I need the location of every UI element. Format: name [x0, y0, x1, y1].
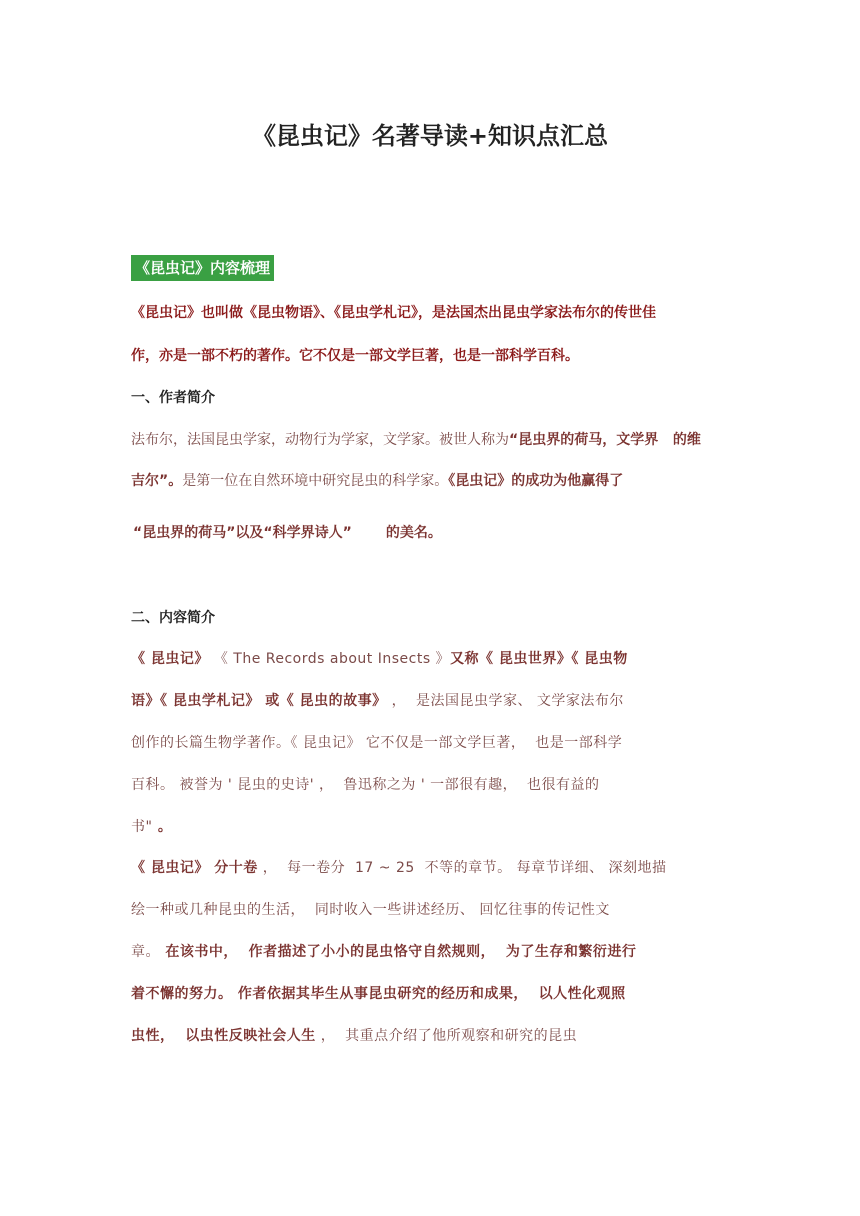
- paragraph-line: [131, 857, 667, 877]
- author-heading: 一、作者简介: [131, 390, 215, 406]
- bold-text: 《 昆虫记》 分十卷: [131, 860, 258, 876]
- plain-text: 章。: [131, 944, 160, 960]
- author-line-2-plain: 是第一位在自然环境中研究昆虫的科学家。: [182, 473, 449, 489]
- document-title: 《昆虫记》名著导读+知识点汇总: [251, 122, 609, 150]
- paragraph-line: [131, 690, 624, 710]
- bold-text: 。: [152, 819, 173, 835]
- author-line-3: [133, 522, 442, 542]
- plain-text: 绘一种或几种昆虫的生活， 同时收入一些讲述经历、 回忆往事的传记性文: [131, 902, 610, 918]
- author-line-2-bold-b: 《昆虫记》的成功为他赢得了: [448, 473, 624, 489]
- author-line-3-bold: “昆虫界的荷马”以及“科学界诗人” 的美名。: [133, 525, 442, 541]
- section-tag: 《昆虫记》内容梳理: [131, 255, 274, 281]
- plain-text: 书": [131, 819, 153, 835]
- paragraph-line: [131, 941, 636, 961]
- bold-text: 着不懈的努力。 作者依据其毕生从事昆虫研究的经历和成果， 以人性化观照: [131, 986, 626, 1002]
- content-heading: 二、内容简介: [131, 610, 215, 626]
- paragraph-line: [131, 1025, 577, 1045]
- plain-text: 百科。 被誉为 ' 昆虫的史诗' ， 鲁迅称之为 ' 一部很有趣， 也很有益的: [131, 777, 600, 793]
- paragraph-line: [131, 732, 622, 752]
- plain-text: 《 The Records about Insects 》: [208, 651, 451, 667]
- plain-text: ， 每一卷分 17 ~ 25 不等的章节。 每章节详细、 深刻地描: [257, 860, 667, 876]
- bold-text: 在该书中， 作者描述了小小的昆虫恪守自然规则， 为了生存和繁衍进行: [160, 944, 637, 960]
- author-line-1-plain: 法布尔，法国昆虫学家，动物行为学家，文学家。被世人称为: [131, 432, 509, 448]
- author-line-1-bold: “昆虫界的荷马，文学界 的维: [509, 432, 701, 448]
- paragraph-line: [131, 648, 628, 668]
- intro-line-2: 作，亦是一部不朽的著作。它不仅是一部文学巨著，也是一部科学百科。: [131, 348, 579, 364]
- bold-text: 又称《 昆虫世界》《 昆虫物: [450, 651, 628, 667]
- paragraph-line: [131, 899, 610, 919]
- paragraph-line: [131, 983, 626, 1003]
- plain-text: 创作的长篇生物学著作。《 昆虫记》 它不仅是一部文学巨著， 也是一部科学: [131, 735, 623, 751]
- paragraph-line: [131, 816, 172, 836]
- bold-text: 虫性， 以虫性反映社会人生: [131, 1028, 316, 1044]
- author-line-1: [131, 429, 701, 449]
- paragraph-line: [131, 774, 600, 794]
- bold-text: 《 昆虫记》: [131, 651, 209, 667]
- author-line-2: [131, 470, 623, 490]
- bold-text: 语》《 昆虫学札记》 或《 昆虫的故事》: [131, 693, 387, 709]
- plain-text: ， 是法国昆虫学家、 文学家法布尔: [386, 693, 624, 709]
- plain-text: ， 其重点介绍了他所观察和研究的昆虫: [315, 1028, 578, 1044]
- author-line-2-bold-a: 吉尔”。: [131, 473, 183, 489]
- intro-line-1: 《昆虫记》也叫做《昆虫物语》、《昆虫学札记》，是法国杰出昆虫学家法布尔的传世佳: [131, 305, 656, 321]
